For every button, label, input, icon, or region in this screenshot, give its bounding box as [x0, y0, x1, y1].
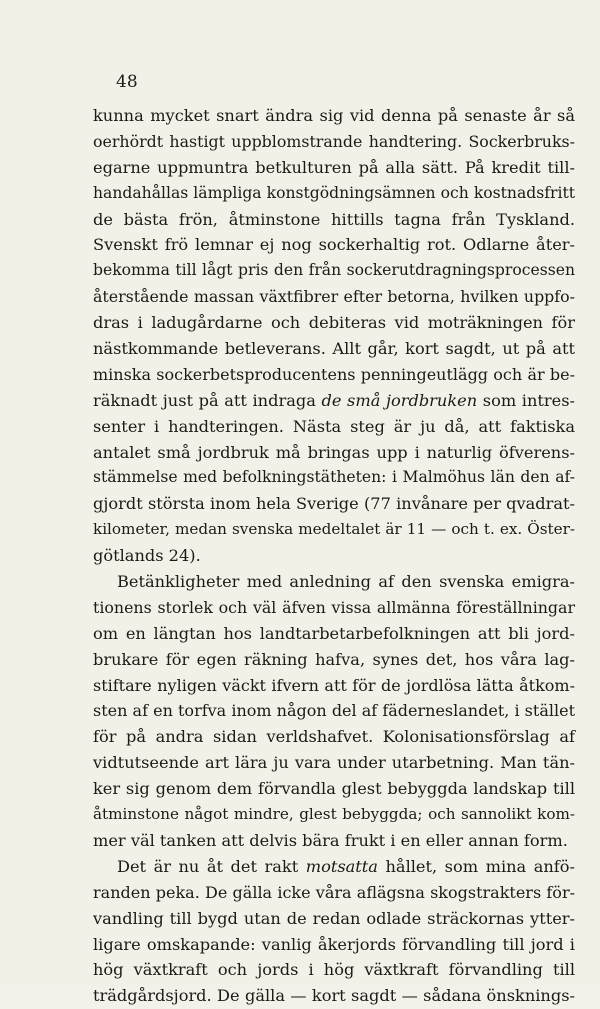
text-line: oerhördt hastigt uppblomstrande handtering. Sockerbruks- — [93, 131, 575, 151]
text-segment: hållet, som mina anfö- — [377, 856, 575, 876]
text-line: om en längtan hos landtarbetarbefolkningen att bli jord- — [93, 623, 575, 643]
text-line: senter i handteringen. Nästa steg är ju då, att faktiska — [93, 416, 575, 436]
text-line — [93, 854, 575, 880]
text-line: handahållas lämpliga konstgödningsämnen och kostnadsfritt — [93, 183, 575, 202]
text-line: minska sockerbetsproducentens penningeutlägg och är be- — [93, 364, 575, 384]
text-line: de bästa frön, åtminstone hittills tagna från Tyskland. — [93, 209, 575, 229]
text-line: antalet små jordbruk må bringas upp i naturlig öfverens- — [93, 442, 575, 462]
text-line: för på andra sidan verldshafvet. Kolonisationsförslag af — [93, 727, 575, 747]
text-line: hög växtkraft och jords i hög växtkraft förvandling till — [93, 960, 575, 980]
text-segment: som intres- — [477, 390, 575, 410]
text-line: tionens storlek och väl äfven vissa allmänna föreställningar — [93, 597, 575, 617]
text-line: ker sig genom dem förvandla glest bebyggda landskap till — [93, 779, 575, 799]
text-line: gjordt största inom hela Sverige (77 invånare per qvadrat- — [93, 494, 575, 514]
italic-phrase: motsatta — [305, 856, 378, 876]
text-line: dras i ladugårdarne och debiteras vid moträkningen för — [93, 313, 575, 333]
text-line: ligare omskapande: vanlig åkerjords förvandling till jord i — [93, 934, 575, 954]
text-line: nästkommande betleverans. Allt går, kort sagdt, ut på att — [93, 339, 575, 359]
body-text — [93, 103, 575, 1009]
text-line: kilometer, medan svenska medeltalet är 11 — och t. ex. Öster- — [93, 520, 575, 539]
text-line: randen peka. De gälla icke våra aflägsna skogstrakters för- — [93, 882, 575, 902]
text-segment: räknadt just på att indraga — [93, 390, 322, 410]
text-line: bekomma till lågt pris den från sockerutdragningsprocessen — [93, 261, 575, 280]
text-line: vidtutseende art lära ju vara under utarbetning. Man tän- — [93, 753, 575, 773]
text-line: kunna mycket snart ändra sig vid denna på senaste år så — [93, 106, 575, 125]
text-line: Betänkligheter med anledning af den svenska emigra- — [117, 572, 575, 592]
text-line: vandling till bygd utan de redan odlade sträckornas ytter- — [93, 908, 575, 928]
text-line: egarne uppmuntra betkulturen på alla sätt. På kredit till- — [93, 157, 575, 177]
text-line: återstående massan växtfibrer efter betorna, hvilken uppfo- — [93, 287, 575, 307]
text-line: åtminstone något mindre, glest bebyggda; och sannolikt kom- — [93, 805, 575, 824]
italic-phrase: de små jordbruken — [321, 390, 478, 410]
text-line — [93, 388, 575, 414]
text-line: brukare för egen räkning hafva, synes det, hos våra lag- — [93, 649, 575, 669]
text-line: mer väl tanken att delvis bära frukt i en eller annan form. — [93, 830, 568, 850]
text-line: sten af en torfva inom någon del af fäderneslandet, i stället — [93, 701, 575, 721]
text-line: Svenskt frö lemnar ej nog sockerhaltig rot. Odlarne åter- — [93, 235, 575, 255]
text-line: stiftare nyligen väckt ifvern att för de jordlösa lätta åtkom- — [93, 675, 575, 695]
page-number: 48 — [116, 72, 138, 92]
text-line: trädgårdsjord. De gälla — kort sagdt — sådana önsknings- — [93, 986, 575, 1006]
text-segment: Det är nu åt det rakt — [117, 856, 306, 876]
text-line: stämmelse med befolkningstätheten: i Malmöhus län den af- — [93, 468, 575, 487]
text-line: götlands 24). — [93, 546, 201, 566]
